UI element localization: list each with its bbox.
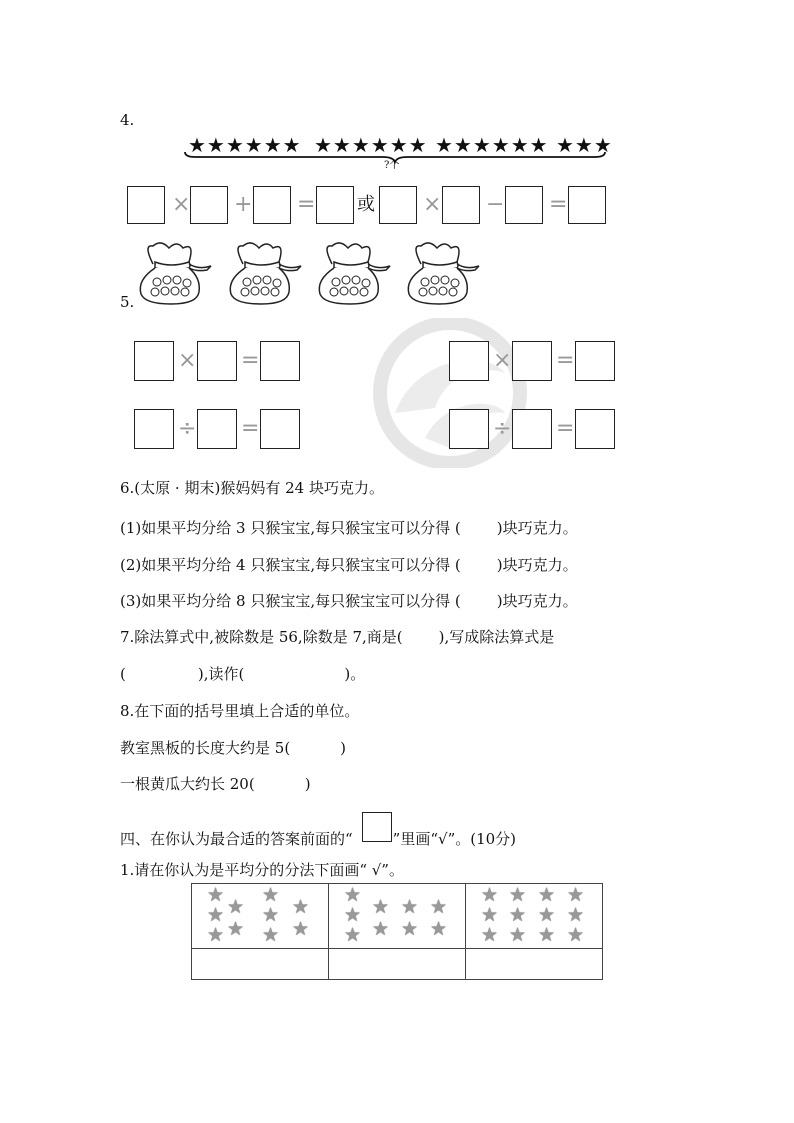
section4-heading bbox=[120, 824, 516, 849]
star-icon: ★ bbox=[227, 896, 245, 918]
times-sign: × bbox=[172, 192, 191, 217]
q6-item-text: )块巧克力。 bbox=[496, 592, 578, 610]
answer-box[interactable] bbox=[260, 341, 300, 381]
answer-box[interactable] bbox=[568, 186, 606, 224]
equals-sign: = bbox=[549, 192, 568, 217]
star-icon: ★ bbox=[481, 924, 499, 946]
star-icon: ★ bbox=[567, 904, 585, 926]
star-icon: ★ bbox=[372, 918, 390, 940]
answer-box[interactable] bbox=[512, 341, 552, 381]
star-group-4: ★★★ bbox=[556, 133, 613, 157]
q6-item-3 bbox=[120, 591, 578, 611]
star-icon: ★ bbox=[401, 896, 419, 918]
star-grouping-table bbox=[191, 883, 603, 980]
checkbox-sample bbox=[362, 812, 392, 842]
star-group-columns bbox=[329, 884, 465, 948]
s4q1-title: 1.请在你认为是平均分的分法下面画“ √”。 bbox=[120, 861, 404, 879]
answer-box[interactable] bbox=[253, 186, 291, 224]
star-icon: ★ bbox=[538, 924, 556, 946]
q7-line-2 bbox=[120, 664, 365, 684]
star-group-uneven bbox=[192, 884, 328, 948]
q7-text: ),写成除法算式是 bbox=[438, 628, 555, 646]
star-icon: ★ bbox=[292, 896, 310, 918]
answer-box[interactable] bbox=[134, 341, 174, 381]
times-sign: × bbox=[178, 348, 197, 373]
answer-box[interactable] bbox=[197, 341, 237, 381]
star-group-2: ★★★★★★ bbox=[314, 133, 428, 157]
q8-text: 一根黄瓜大约长 20( bbox=[120, 775, 255, 793]
star-icon: ★ bbox=[262, 924, 280, 946]
answer-cell-3[interactable] bbox=[466, 949, 603, 980]
or-label: 或 bbox=[357, 194, 375, 215]
option-cell-1 bbox=[192, 884, 329, 949]
minus-sign: − bbox=[486, 192, 505, 217]
star-icon: ★ bbox=[344, 924, 362, 946]
answer-box[interactable] bbox=[260, 409, 300, 449]
answer-box[interactable] bbox=[379, 186, 417, 224]
answer-box[interactable] bbox=[442, 186, 480, 224]
q6-item-text: (3)如果平均分给 8 只猴宝宝,每只猴宝宝可以分得 ( bbox=[120, 592, 461, 610]
answer-cell-1[interactable] bbox=[192, 949, 329, 980]
star-group-3: ★★★★★★ bbox=[435, 133, 549, 157]
star-group-1: ★★★★★★ bbox=[188, 133, 302, 157]
equals-sign: = bbox=[556, 348, 575, 373]
answer-box[interactable] bbox=[449, 341, 489, 381]
equals-sign: = bbox=[241, 416, 260, 441]
q6-item-text: )块巧克力。 bbox=[496, 556, 578, 574]
q6-item-text: (2)如果平均分给 4 只猴宝宝,每只猴宝宝可以分得 ( bbox=[120, 556, 461, 574]
times-sign: × bbox=[493, 348, 512, 373]
q8-item-2 bbox=[120, 774, 311, 794]
star-icon: ★ bbox=[509, 924, 527, 946]
star-icon: ★ bbox=[430, 896, 448, 918]
answer-box[interactable] bbox=[197, 409, 237, 449]
q7-text: 7.除法算式中,被除数是 56,除数是 7,商是( bbox=[120, 628, 403, 646]
question-count-label: ?个 bbox=[384, 160, 400, 171]
q7-text: ),读作( bbox=[197, 665, 245, 683]
star-icon: ★ bbox=[292, 918, 310, 940]
answer-box[interactable] bbox=[505, 186, 543, 224]
section4-text: ”里画“√”。(10分) bbox=[392, 830, 517, 848]
star-icon: ★ bbox=[509, 884, 527, 906]
q6-item-text: )块巧克力。 bbox=[496, 519, 578, 537]
q6-title: 6.(太原 · 期末)猴妈妈有 24 块巧克力。 bbox=[120, 479, 384, 497]
answer-box[interactable] bbox=[575, 341, 615, 381]
star-icon: ★ bbox=[262, 884, 280, 906]
star-icon: ★ bbox=[481, 884, 499, 906]
answer-cell-2[interactable] bbox=[329, 949, 466, 980]
q6-item-1 bbox=[120, 518, 578, 538]
star-icon: ★ bbox=[344, 904, 362, 926]
equals-sign: = bbox=[297, 192, 316, 217]
equals-sign: = bbox=[241, 348, 260, 373]
q7-text: )。 bbox=[344, 665, 366, 683]
q8-text: 教室黑板的长度大约是 5( bbox=[120, 739, 291, 757]
q4-number: 4. bbox=[120, 111, 135, 129]
answer-box[interactable] bbox=[190, 186, 228, 224]
star-icon: ★ bbox=[567, 884, 585, 906]
coin-bag-icon bbox=[314, 240, 394, 306]
option-cell-2 bbox=[329, 884, 466, 949]
star-group-grid bbox=[466, 884, 602, 948]
q6-item-2 bbox=[120, 555, 578, 575]
plus-sign: + bbox=[234, 192, 253, 217]
q8-text: ) bbox=[340, 739, 347, 757]
divide-sign: ÷ bbox=[493, 416, 512, 441]
equals-sign: = bbox=[556, 416, 575, 441]
star-icon: ★ bbox=[430, 918, 448, 940]
answer-box[interactable] bbox=[449, 409, 489, 449]
star-icon: ★ bbox=[207, 884, 225, 906]
star-icon: ★ bbox=[207, 904, 225, 926]
star-icon: ★ bbox=[372, 896, 390, 918]
star-icon: ★ bbox=[344, 884, 362, 906]
answer-box[interactable] bbox=[575, 409, 615, 449]
star-icon: ★ bbox=[509, 904, 527, 926]
answer-box[interactable] bbox=[134, 409, 174, 449]
star-icon: ★ bbox=[538, 904, 556, 926]
q8-title: 8.在下面的括号里填上合适的单位。 bbox=[120, 702, 360, 720]
q8-text: ) bbox=[304, 775, 311, 793]
answer-box[interactable] bbox=[127, 186, 165, 224]
star-icon: ★ bbox=[538, 884, 556, 906]
divide-sign: ÷ bbox=[178, 416, 197, 441]
q7-line-1 bbox=[120, 627, 554, 647]
section4-text: 四、在你认为最合适的答案前面的“ bbox=[120, 830, 353, 848]
answer-box[interactable] bbox=[512, 409, 552, 449]
star-icon: ★ bbox=[401, 918, 419, 940]
option-cell-3 bbox=[466, 884, 603, 949]
coin-bag-icon bbox=[135, 240, 215, 306]
answer-box[interactable] bbox=[316, 186, 354, 224]
coin-bag-icon bbox=[403, 240, 483, 306]
q7-text: ( bbox=[120, 665, 126, 683]
q5-number: 5. bbox=[120, 293, 135, 311]
q8-item-1 bbox=[120, 738, 346, 758]
q6-item-text: (1)如果平均分给 3 只猴宝宝,每只猴宝宝可以分得 ( bbox=[120, 519, 461, 537]
star-icon: ★ bbox=[207, 924, 225, 946]
times-sign: × bbox=[423, 192, 442, 217]
star-icon: ★ bbox=[227, 918, 245, 940]
coin-bag-icon bbox=[225, 240, 305, 306]
star-icon: ★ bbox=[481, 904, 499, 926]
star-icon: ★ bbox=[567, 924, 585, 946]
star-icon: ★ bbox=[262, 904, 280, 926]
